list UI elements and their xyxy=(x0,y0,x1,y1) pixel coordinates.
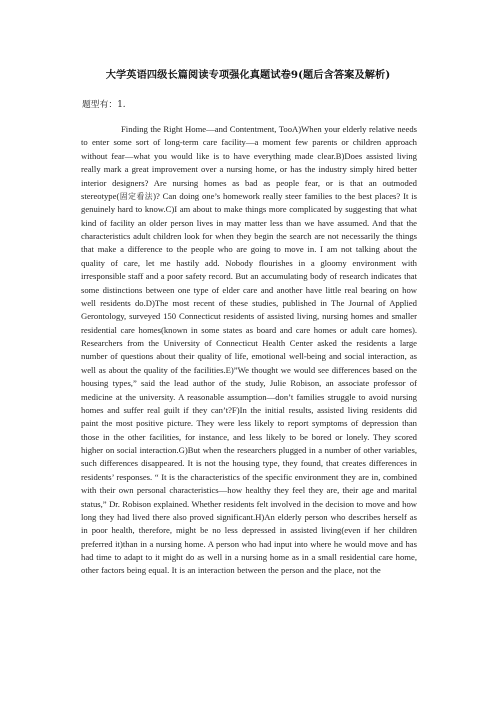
passage-annotation: 固定看法 xyxy=(119,191,154,201)
question-type-label: 题型有：1. xyxy=(82,100,126,110)
passage-text-part1: Finding the Right Home—and Contentment, TooA)When your elderly relative needs to enter some sort of long-term care facility—a moment few parents or children approach without fear—what you would like is to have everything made clear.B)Does assisted living really mark a great improvement over a nursing home, or has the industry simply hired better interior designers? Are nursing homes as bad as people fear, or is that an outmoded stereotype( xyxy=(81,124,417,201)
document-title: 大学英语四级长篇阅读专项强化真题试卷9(题后含答案及解析) xyxy=(105,69,391,81)
reading-passage xyxy=(81,123,417,578)
passage-text-part2: )? Can doing one’s homework really steer families to the best places? It is genuinely hard to know.C)I am about to make things more complicated by suggesting that what kind of facility an older person lives in may matter less than we have assumed. And that the characteristics adult children look for when they begin the search are not necessarily the things that make a difference to the people who are going to move in. I am not talking about the quality of care, let me hastily add. Nobody flourishes in a gloomy environment with irresponsible staff and a poor safety record. But an accumulating body of research indicates that some distinctions between one type of elder care and another have little real bearing on how well residents do.D)The most recent of these studies, published in The Journal of Applied Gerontology, surveyed 150 Connecticut residents of assisted living, nursing homes and smaller residential care homes(known in some states as board and care homes or adult care homes). Researchers from the University of Connecticut Health Center asked the residents a large number of questions about their quality of life, emotional well-being and social interaction, as well as about the quality of the facilities.E)”We thought we would see differences based on the housing types,” said the lead author of the study, Julie Robison, an associate professor of medicine at the university. A reasonable assumption—don’t families struggle to avoid nursing homes and suffer real guilt if they can’t?F)In the initial results, assisted living residents did paint the most positive picture. They were less likely to report symptoms of depression than those in the other facilities, for instance, and less likely to be bored or lonely. They scored higher on social interaction.G)But when the researchers plugged in a number of other variables, such differences disappeared. It is not the housing type, they found, that creates differences in residents’ responses. “ It is the characteristics of the specific environment they are in, combined with their own personal characteristics—how healthy they feel they are, their age and marital status,” Dr. Robison explained. Whether residents felt involved in the decision to move and how long they had lived there also proved significant.H)An elderly person who describes herself as in poor health, therefore, might be no less depressed in assisted living(even if her children preferred it)than in a nursing home. A person who had input into where he would move and has had time to adapt to it might do as well in a nursing home as in a small residential care home, other factors being equal. It is an interaction between the person and the place, not the xyxy=(81,190,417,576)
